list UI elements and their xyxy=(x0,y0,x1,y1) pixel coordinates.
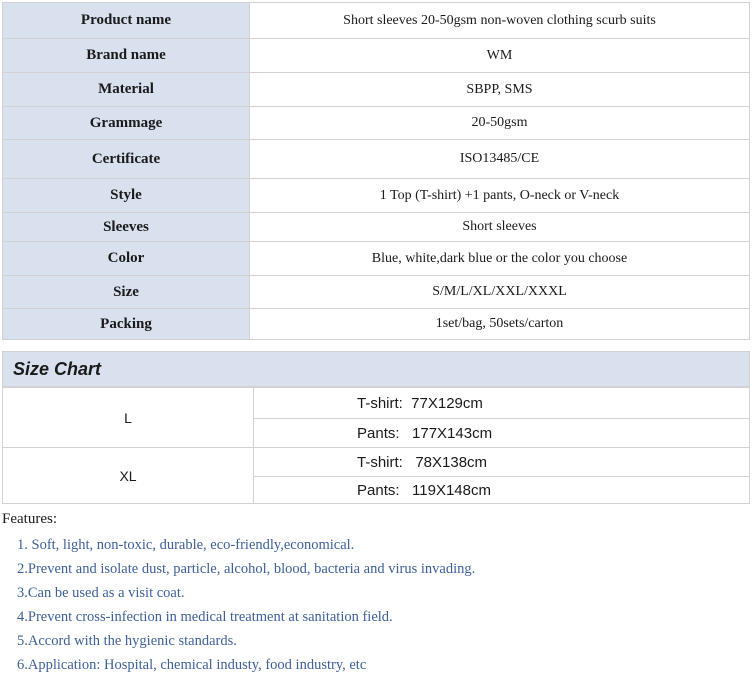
spec-label: Brand name xyxy=(3,39,250,73)
spec-label: Packing xyxy=(3,309,250,340)
feature-item: 5.Accord with the hygienic standards. xyxy=(17,633,237,649)
spec-row-sleeves xyxy=(3,213,750,242)
tshirt-measurement: T-shirt: 78X138cm xyxy=(254,448,750,477)
feature-item: 4.Prevent cross-infection in medical treatment at sanitation field. xyxy=(17,609,393,625)
size-row-xl xyxy=(3,448,750,477)
spec-label: Sleeves xyxy=(3,213,250,242)
spec-row-grammage xyxy=(3,107,750,140)
spec-row-size xyxy=(3,276,750,309)
feature-item: 2.Prevent and isolate dust, particle, alcohol, blood, bacteria and virus invading. xyxy=(17,561,476,577)
spec-value: WM xyxy=(250,39,750,73)
spec-row-certificate xyxy=(3,140,750,179)
spec-label: Material xyxy=(3,73,250,107)
spec-label: Grammage xyxy=(3,107,250,140)
size-chart-table xyxy=(2,387,750,504)
spec-label: Certificate xyxy=(3,140,250,179)
size-label: XL xyxy=(3,448,254,504)
size-row-l xyxy=(3,388,750,419)
feature-item: 3.Can be used as a visit coat. xyxy=(17,585,185,601)
spec-value: 20-50gsm xyxy=(250,107,750,140)
spec-value: SBPP, SMS xyxy=(250,73,750,107)
spec-label: Product name xyxy=(3,3,250,39)
spec-row-packing xyxy=(3,309,750,340)
spec-row-product-name xyxy=(3,3,750,39)
feature-item: 6.Application: Hospital, chemical industy, food industry, etc xyxy=(17,657,367,673)
features-list xyxy=(2,533,750,677)
spec-value: Short sleeves xyxy=(250,213,750,242)
spec-label: Color xyxy=(3,242,250,276)
spec-value: Blue, white,dark blue or the color you choose xyxy=(250,242,750,276)
spec-row-material xyxy=(3,73,750,107)
spec-value: 1set/bag, 50sets/carton xyxy=(250,309,750,340)
spec-label: Size xyxy=(3,276,250,309)
spec-row-brand-name xyxy=(3,39,750,73)
features-section xyxy=(2,509,750,677)
pants-measurement: Pants: 177X143cm xyxy=(254,419,750,448)
spec-row-color xyxy=(3,242,750,276)
tshirt-measurement: T-shirt: 77X129cm xyxy=(254,388,750,419)
pants-measurement: Pants: 119X148cm xyxy=(254,477,750,504)
spec-label: Style xyxy=(3,179,250,213)
spec-value: S/M/L/XL/XXL/XXXL xyxy=(250,276,750,309)
spec-value: Short sleeves 20-50gsm non-woven clothing scurb suits xyxy=(250,3,750,39)
product-spec-table xyxy=(2,2,750,340)
size-chart-title: Size Chart xyxy=(2,351,750,387)
spec-value: 1 Top (T-shirt) +1 pants, O-neck or V-neck xyxy=(250,179,750,213)
spec-value: ISO13485/CE xyxy=(250,140,750,179)
spec-row-style xyxy=(3,179,750,213)
feature-item: 1. Soft, light, non-toxic, durable, eco-friendly,economical. xyxy=(17,537,355,553)
size-label: L xyxy=(3,388,254,448)
features-title: Features: xyxy=(2,511,57,527)
